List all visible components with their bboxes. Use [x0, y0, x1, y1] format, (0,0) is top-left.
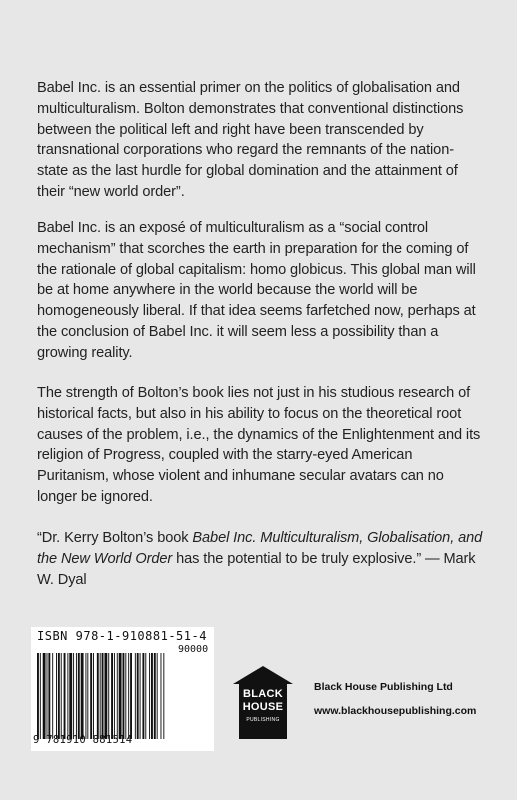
- logo-text-3: PUBLISHING: [246, 717, 280, 723]
- barcode-bar: [56, 653, 57, 739]
- barcode-bar: [37, 653, 39, 739]
- barcode-bar: [123, 653, 125, 739]
- barcode-bar: [97, 653, 99, 739]
- quote-intro: “Dr. Kerry Bolton’s book: [37, 530, 193, 546]
- barcode-bar: [78, 653, 80, 739]
- barcode-bar: [61, 653, 62, 739]
- logo-text-1: BLACK: [243, 688, 283, 700]
- barcode-bar: [104, 653, 107, 739]
- barcode-bar: [117, 653, 118, 739]
- ean-digits: 9 781910 881514: [33, 734, 133, 746]
- barcode-bar: [135, 653, 136, 739]
- price-code: 90000: [178, 644, 209, 655]
- barcode-bar: [93, 653, 94, 739]
- endorsement-quote: [37, 528, 483, 590]
- barcode-bar: [108, 653, 109, 739]
- publisher-logo: [233, 666, 293, 740]
- barcode-bar: [73, 653, 74, 739]
- blurb-paragraph-2: [37, 218, 483, 364]
- barcode-bar: [76, 653, 77, 739]
- barcode-bar: [81, 653, 84, 739]
- barcode-bar: [142, 653, 144, 739]
- barcode-bar: [137, 653, 139, 739]
- endorsement-quote-text: [37, 528, 483, 590]
- barcode-bar: [40, 653, 41, 739]
- barcode-bar: [67, 653, 68, 739]
- barcode-bar: [100, 653, 101, 739]
- isbn-text: ISBN 978-1-910881-51-4: [37, 629, 207, 643]
- barcode-bar: [130, 653, 132, 739]
- blurb-paragraph-1-text: Babel Inc. is an essential primer on the politics of globalisation and multiculturalism. Bolton demonstrates that conventional distinctions between the political left and right have been transcended by transnational corporations who regard the remnants of the nation-state as the last hurdle for global domination and the attainment of their “new world order”.: [37, 80, 464, 200]
- barcode-bar: [149, 653, 150, 739]
- logo-roof-icon: [233, 666, 293, 684]
- barcode-bar: [119, 653, 122, 739]
- barcode-bar: [157, 653, 158, 739]
- barcode-bar: [111, 653, 113, 739]
- blurb-paragraph-3-text: The strength of Bolton’s book lies not just in his studious research of historical facts, but also in his ability to focus on the theoretical root causes of the problem, i.e., the dynamics of the Enlightenment and its religion of Progress, coupled with the starry-eyed American Puritanism, whose violent and inhumane secular avatars can no longer be ignored.: [37, 385, 481, 505]
- barcode-bar: [87, 653, 88, 739]
- barcode-bar: [151, 653, 153, 739]
- barcode-bars: [35, 653, 211, 739]
- barcode-bar: [85, 653, 86, 739]
- barcode-bar: [48, 653, 50, 739]
- barcode-bar: [114, 653, 115, 739]
- barcode-bar: [58, 653, 60, 739]
- barcode-bar: [64, 653, 66, 739]
- blurb-paragraph-3: [37, 383, 483, 508]
- isbn-barcode: [31, 627, 214, 751]
- barcode-bar: [69, 653, 72, 739]
- quote-book-title: Babel Inc. Multiculturalism, Globalisation, and the New World Order: [37, 530, 483, 567]
- barcode-bar: [125, 653, 126, 739]
- barcode-bar: [52, 653, 53, 739]
- blurb-paragraph-1: [37, 78, 483, 203]
- publisher-url: www.blackhousepublishing.com: [314, 705, 477, 717]
- barcode-bar: [102, 653, 104, 739]
- barcode-bar: [163, 653, 164, 739]
- logo-house-icon: [239, 683, 287, 739]
- barcode-bar: [43, 653, 46, 739]
- barcode-bar: [128, 653, 129, 739]
- barcode-bar: [161, 653, 162, 739]
- blurb-paragraph-2-text: Babel Inc. is an exposé of multiculturalism as a “social control mechanism” that scorches the earth in preparation for the coming of the rationale of global capitalism: homo globicus. This global man will be at home anywhere in the world because the world will be homogeneously liberal. If that idea seems farfetched now, perhaps at the conclusion of Babel Inc. it will seem less a possibility than a growing reality.: [37, 220, 476, 361]
- barcode-bar: [140, 653, 141, 739]
- barcode-bar: [47, 653, 48, 739]
- logo-text-2: HOUSE: [242, 701, 284, 713]
- quote-rest: has the potential to be truly explosive.” — Mark W. Dyal: [37, 550, 476, 588]
- barcode-bar: [145, 653, 146, 739]
- publisher-name: Black House Publishing Ltd: [314, 681, 453, 693]
- barcode-bar: [154, 653, 156, 739]
- barcode-bar: [90, 653, 92, 739]
